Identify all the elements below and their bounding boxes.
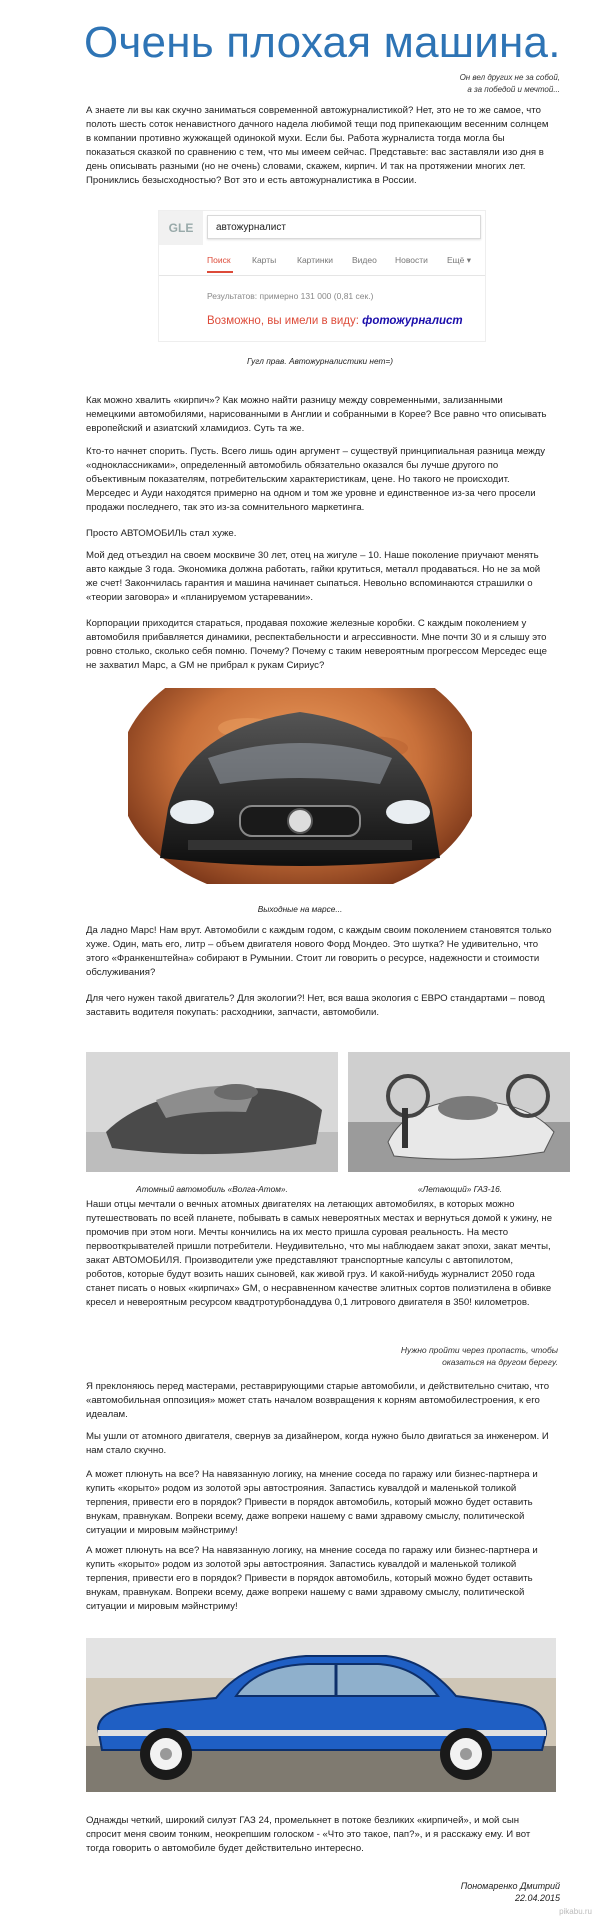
paragraph-6: Корпорации приходится стараться, продавая похожие железные коробки. С каждым поколением у автомобиля прибавляется динамики, респектабельности и агрессивности. Мне почти 30 и я слышу это ровно столько, сколько себя помню. Почему? Почему с таким невероятным прогрессом Мерседес еще не захватил Марс, а GM не прибрал к рукам Сириус? — [86, 618, 547, 671]
caption-google: Гугл прав. Автожурналистики нет=) — [246, 356, 394, 366]
tab-news: Новости — [395, 255, 428, 265]
paragraph-7: Да ладно Марс! Нам врут. Автомобили с каждым годом, с каждым своим поколением становятся только хуже. Один, мать его, литр – объем двигателя нового Форд Мондео. Это шутка? Не удивительно, что этого «Франкенштейна» собирают в Румынии. Стоит ли говорить о ресурсе, надежности и стоимости обслуживания? — [86, 925, 552, 978]
paragraph-12: А может плюнуть на все? На навязанную логику, на мнение соседа по гаражу или бизнес-партнера и купить «корыто» родом из золотой эры автострояния. Запастись кувалдой и маленькой толикой терпения, привести его в порядок? Привести в порядок автомобиль, который можно будет оставить внукам, правнукам. Вопреки всему, даже вопреки нашему с вами здравому смыслу, политической ситуации и мировым мэйнстриму! — [86, 1469, 538, 1536]
tab-search: Поиск — [207, 255, 231, 265]
paragraph-2: Как можно хвалить «кирпич»? Как можно найти разницу между современными, зализанными немецкими автомобилями, нарисованными в Англии и собранными в Корее? Все равно что описывать европейский и азиатский хламидиоз. Суть та же. — [86, 395, 547, 434]
volga-atom-image — [86, 1052, 338, 1172]
paragraph-11: Мы ушли от атомного двигателя, свернув за дизайнером, когда нужно было двигаться за инженером. И нам стало скучно. — [86, 1431, 549, 1456]
paragraph-13: А может плюнуть на все? На навязанную логику, на мнение соседа по гаражу или бизнес-партнера и купить «корыто» родом из золотой эры автострояния. Запастись кувалдой и маленькой толикой терпения, привести его в порядок? Привести в порядок автомобиль, который можно будет оставить внукам, правнукам. Вопреки всему, даже вопреки нашему с вами здравому смыслу, политической ситуации и мировым мэйнстриму! — [86, 1545, 538, 1612]
tab-video: Видео — [352, 255, 377, 265]
paragraph-3: Кто-то начнет спорить. Пусть. Всего лишь один аргумент – существуй принципиальная разница между «одноклассниками», определенный автомобиль обязательно оказался бы лучше другого по объективным показателям, потребительским характеристикам, цене. Но такого не происходит. Мерседес и Ауди находятся примерно на одном и том же уровне и единственное из-за чего просели продажи последнего, так это из-за сомнительного маркетинга. — [86, 446, 546, 513]
volga-atom-illustration — [86, 1052, 338, 1172]
paragraph-9: Наши отцы мечтали о вечных атомных двигателях на летающих автомобилях, в которых можно путешествовать по всей планете, побывать в самых невероятных местах и вернуться домой к ужину, не промочив при этом ноги. Мечты кончились на их место пришла суровая реальность. На место первооткрывателей пришли потребители. Неудивительно, что мы наблюдаем закат эпохи, закат мечты, закат АВТОМОБИЛЯ. Производители уже представляют транспортные капсулы с автопилотом, роботов, которые будут возить наших сыновей, как живой груз. И какой-нибудь журналист 2050 года станет писать о новых «кирпичах» GM, о несравненном качестве элитных сортов полиэтилена в обивке кресел и невероятным ресурсом квадтротурбонаддува 0,1 литрового двигателя в 350! километров. — [86, 1199, 553, 1308]
quote — [338, 1344, 558, 1368]
did-you-mean-label: Возможно, вы имели в виду: — [207, 315, 363, 327]
quote-line: оказаться на другом берегу. — [442, 1357, 558, 1367]
search-logo: GLE — [159, 211, 203, 245]
paragraph-8: Для чего нужен такой двигатель? Для экологии?! Нет, вся ваша экология с ЕВРО стандартами – повод заставить водителя покупать: расходники, запчасти, автомобили. — [86, 993, 545, 1018]
search-stats: Результатов: примерно 131 000 (0,81 сек.) — [207, 291, 374, 301]
search-tabs — [207, 255, 485, 273]
paragraph-5: Мой дед отъездил на своем москвиче 30 лет, отец на жигуле – 10. Наше поколение приучают менять авто каждые 3 года. Экономика должна работать, гайки крутиться, металл продаваться. Но не за мой же счет! Закончилась гарантия и машина начинает сыпаться. Невольно вспоминаются страшилки о «теории заговора» и «планируемом устаревании». — [86, 550, 541, 603]
mars-car-image — [128, 688, 472, 884]
epigraph-line: Он вел других не за собой, — [459, 73, 560, 82]
author-name: Пономаренко Дмитрий — [460, 1881, 560, 1891]
author-date: 22.04.2015 — [514, 1893, 560, 1903]
watermark: pikabu.ru — [559, 1907, 592, 1916]
caption-mars: Выходные на марсе... — [257, 904, 343, 914]
caption-gaz16: «Летающий» ГАЗ-16. — [417, 1184, 503, 1194]
epigraph — [340, 72, 560, 96]
paragraph-4: Просто АВТОМОБИЛЬ стал хуже. — [86, 528, 237, 539]
divider — [159, 275, 485, 276]
paragraph-1: А знаете ли вы как скучно заниматься современной автожурналистикой? Нет, это не то же самое, что полоть шесть соток ненавистного дачного надела любимой тещи под припекающим весенним солнцем в компании противно жужжащей одинокой мухи. Если бы. Работа журналиста тогда могла бы показаться сказкой по сравнению с тем, что мы имеем сейчас. Представьте: вас заставляли изо дня в день описывать разными (но не очень) словами, скажем, кирпич. И так на протяжении многих лет. Прониклись безысходностью? Вот это и есть автожурналистика в России. — [86, 105, 549, 186]
gaz16-illustration — [348, 1052, 570, 1172]
tab-images: Картинки — [297, 255, 334, 265]
paragraph-10: Я преклоняюсь перед мастерами, реставрирующими старые автомобили, и действительно считаю, что «автомобильная оппозиция» может стать началом возвращения к корням автомобилестроения, к его идеалам. — [86, 1381, 550, 1420]
active-tab-underline — [207, 271, 233, 273]
mars-car-illustration — [128, 688, 472, 884]
quote-line: Нужно пройти через пропасть, чтобы — [400, 1345, 558, 1355]
search-input: автожурналист — [207, 215, 481, 239]
gaz16-image — [348, 1052, 570, 1172]
search-screenshot — [158, 210, 486, 342]
caption-volga-atom: Атомный автомобиль «Волга-Атом». — [136, 1184, 288, 1194]
tab-maps: Карты — [252, 255, 277, 265]
epigraph-line: а за победой и мечтой... — [467, 85, 560, 94]
tab-more: Ещё ▾ — [447, 255, 472, 265]
gaz24-image — [86, 1638, 556, 1792]
signature — [380, 1880, 560, 1904]
did-you-mean — [207, 315, 463, 327]
suggestion-link: фотожурналист — [362, 315, 463, 327]
gaz24-illustration — [86, 1638, 556, 1792]
paragraph-14: Однажды четкий, широкий силуэт ГАЗ 24, промелькнет в потоке безликих «кирпичей», и мой сын спросит меня своим тонким, неокрепшим голоском - «Что это такое, пап?», и я расскажу ему. И вот тогда говорить о автомобиле будет действительно интересно. — [86, 1815, 531, 1854]
article-title: Очень плохая машина. — [84, 18, 561, 67]
